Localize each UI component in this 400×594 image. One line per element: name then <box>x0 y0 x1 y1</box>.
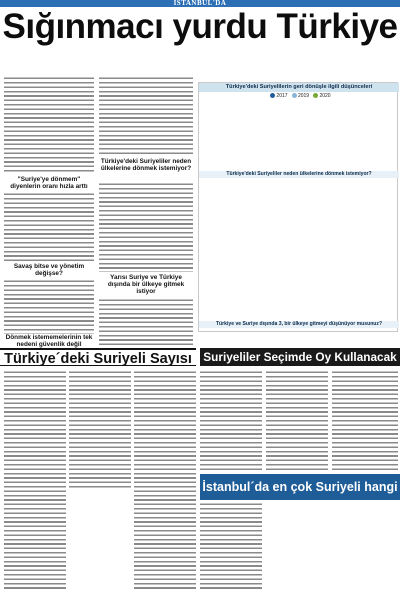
subhead-not-only-safety: Dönmek istememelerinin tek nedeni güvenlik değil <box>5 334 93 348</box>
legend-label-2017: 2017 <box>276 93 288 99</box>
subhead-war-ends: Savaş bitse ve yönetim değişse? <box>13 263 85 277</box>
district-stats-list-1 <box>266 502 330 590</box>
article-column-2b <box>99 182 193 272</box>
section-band-syrian-population: Türkiye´deki Suriyeli Sayısı <box>0 348 196 366</box>
article-column-1c <box>4 279 94 334</box>
legend-label-2019: 2019 <box>297 93 310 99</box>
article-column-8 <box>332 370 398 470</box>
article-column-2c <box>99 298 193 346</box>
legend-swatch-2020 <box>313 93 318 98</box>
panel-title: Türkiye'deki Suriyelilerin geri dönüşle ilgili düşünceleri <box>199 83 399 92</box>
infographic-panel <box>198 82 398 332</box>
chart-legend <box>199 93 399 100</box>
article-column-9 <box>200 502 262 590</box>
section-band-istanbul-districts: İstanbul´da en çok Suriyeli hangi ilçede <box>200 474 400 500</box>
legend-swatch-2019 <box>292 93 297 98</box>
article-column-5 <box>134 370 196 590</box>
district-stats-list-2 <box>334 502 398 590</box>
page-headline: Sığınmacı yurdu Türkiye <box>2 7 398 46</box>
masthead: İSTANBUL'DA <box>0 0 400 7</box>
stats-list-cities <box>69 490 131 590</box>
q2-title: Türkiye'deki Suriyeliler neden ülkelerine dönmek istemiyor? <box>199 171 399 178</box>
subhead-why-not-return: Türkiye'deki Suriyeliler neden ülkelerine dönmek istemiyor? <box>100 158 192 172</box>
article-column-7 <box>266 370 328 470</box>
legend-label-2020: 2020 <box>319 93 331 99</box>
lede-paragraph <box>4 48 396 72</box>
article-column-1 <box>4 76 94 174</box>
q3-title: Türkiye ve Suriye dışında 3, bir ülkeye gitmeyi düşünüyor musunuz? <box>199 321 399 328</box>
article-column-6 <box>200 370 262 470</box>
section-band-voting: Suriyeliler Seçimde Oy Kullanacak <box>200 348 400 366</box>
article-column-4 <box>69 370 131 488</box>
article-column-2 <box>99 76 193 156</box>
subhead-dont-return: "Suriye'ye dönmem" diyenlerin oranı hızla arttı <box>10 176 88 190</box>
article-column-3 <box>4 370 66 590</box>
legend-swatch-2017 <box>270 93 275 98</box>
article-column-1b <box>4 192 94 262</box>
subhead-third-country: Yarısı Suriye ve Türkiye dışında bir ülkeye gitmek istiyor <box>107 274 185 295</box>
